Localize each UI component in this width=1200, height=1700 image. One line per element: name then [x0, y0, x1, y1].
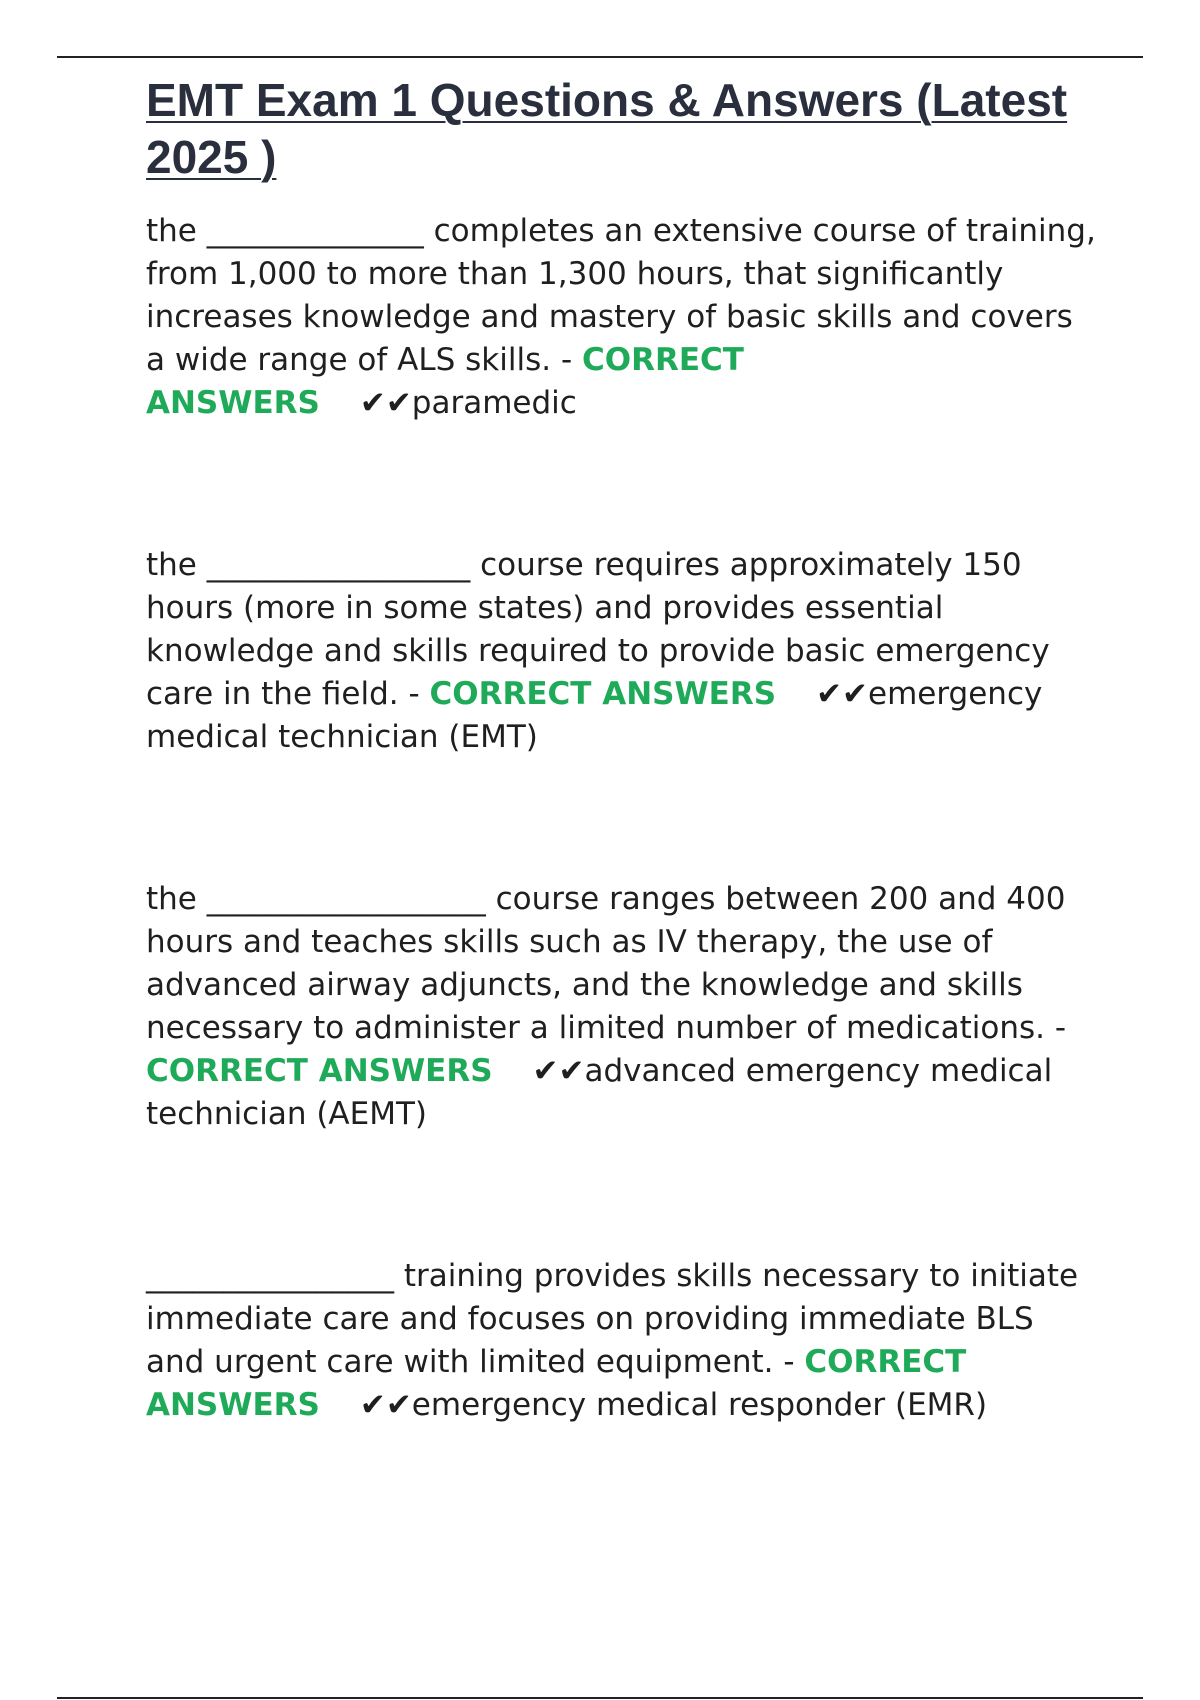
- check-mark-icon: ✔✔: [359, 1387, 412, 1423]
- answer-text: advanced emergency medical technician (AEMT): [146, 1053, 1053, 1132]
- check-mark-icon: ✔✔: [816, 676, 869, 712]
- correct-answers-label: CORRECT ANSWERS: [429, 676, 777, 712]
- top-rule: [57, 56, 1143, 58]
- qa-item: [146, 1255, 1096, 1427]
- question-text: the __________________ course ranges between 200 and 400 hours and teaches skills such as IV therapy, the use of advanced airway adjuncts, and the knowledge and skills necessary to administer a limited number of medications. -: [146, 881, 1067, 1046]
- qa-item: [146, 544, 1096, 759]
- question-text: the ______________ completes an extensive course of training, from 1,000 to more than 1,300 hours, that significantly increases knowledge and mastery of basic skills and covers a wide range of ALS skills. -: [146, 213, 1096, 378]
- document-body: [146, 72, 1096, 1427]
- question-text: the _________________ course requires approximately 150 hours (more in some states) and provides essential knowledge and skills required to provide basic emergency care in the field. -: [146, 547, 1050, 712]
- document-title: EMT Exam 1 Questions & Answers (Latest 2025 ): [146, 74, 1068, 183]
- answer-text: paramedic: [411, 385, 577, 421]
- answer-text: emergency medical technician (EMT): [146, 676, 1043, 755]
- correct-answers-label: CORRECT ANSWERS: [146, 1344, 967, 1423]
- correct-answers-label: CORRECT ANSWERS: [146, 1053, 493, 1089]
- correct-answers-label: CORRECT ANSWERS: [146, 342, 744, 421]
- check-mark-icon: ✔✔: [359, 385, 412, 421]
- question-text: ________________ training provides skills necessary to initiate immediate care and focuses on providing immediate BLS and urgent care with limited equipment. -: [146, 1258, 1079, 1380]
- check-mark-icon: ✔✔: [532, 1053, 585, 1089]
- answer-text: emergency medical responder (EMR): [411, 1387, 988, 1423]
- qa-item: [146, 210, 1096, 425]
- qa-item: [146, 878, 1096, 1136]
- bottom-rule: [57, 1697, 1143, 1699]
